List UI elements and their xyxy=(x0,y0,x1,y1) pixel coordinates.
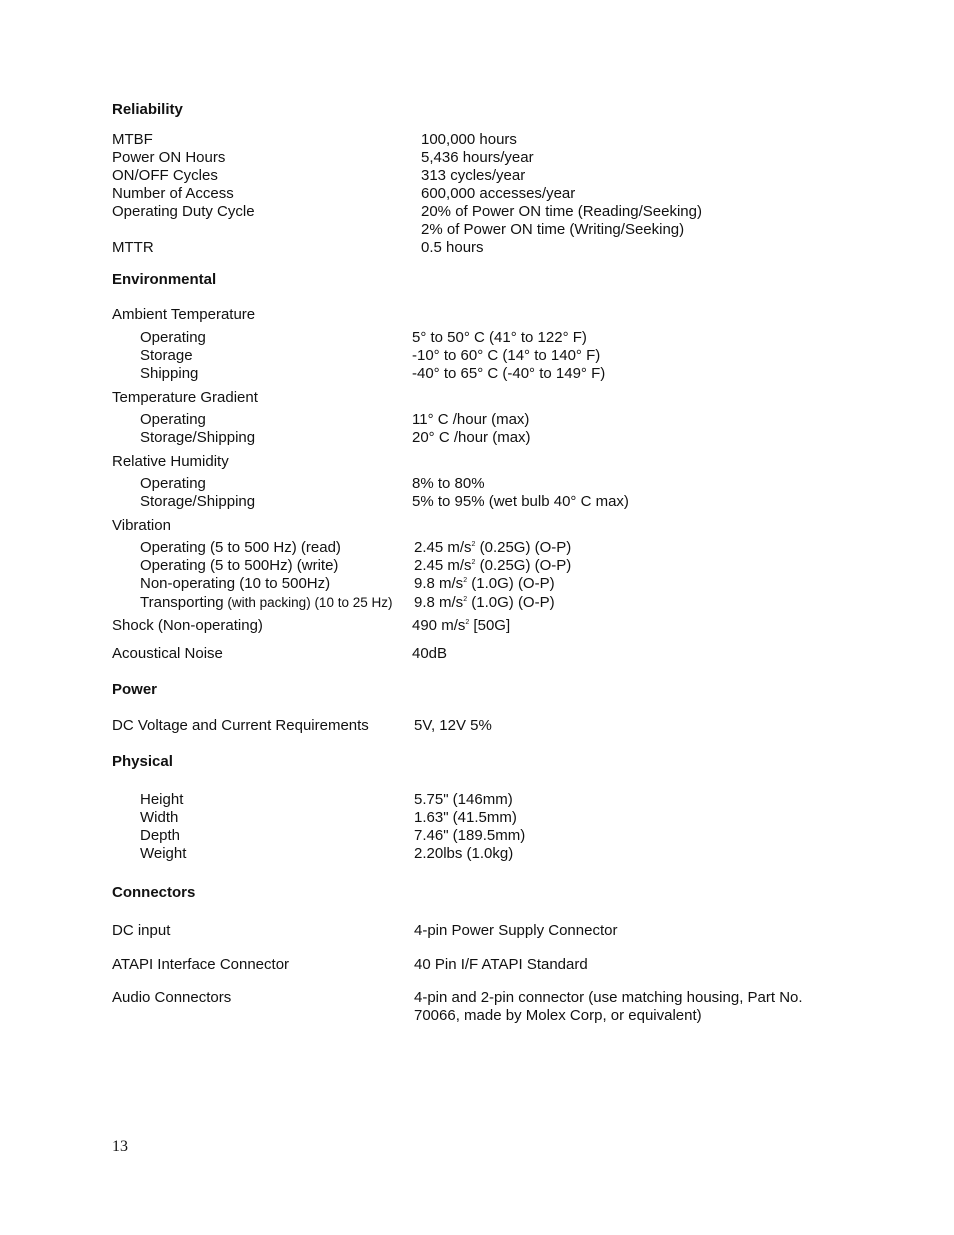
dc-voltage-value: 5V, 12V 5% xyxy=(414,717,492,734)
vibration-label: Vibration xyxy=(112,517,171,534)
audio-connectors-value-line2: 70066, made by Molex Corp, or equivalent) xyxy=(414,1007,702,1024)
depth-value: 7.46" (189.5mm) xyxy=(414,827,526,844)
vibration-transport-label: Transporting (with packing) (10 to 25 Hz) xyxy=(140,594,393,611)
atapi-connector-label: ATAPI Interface Connector xyxy=(112,956,290,973)
gradient-operating-value: 11° C /hour (max) xyxy=(412,411,530,428)
vibration-nonop-value: 9.8 $m/s^2$ (1.0G) (O-P) xyxy=(414,575,555,592)
gradient-storage-label: Storage/Shipping xyxy=(140,429,256,446)
environmental-heading: Environmental xyxy=(112,271,217,288)
dc-voltage-label: DC Voltage and Current Requirements xyxy=(112,717,369,734)
physical-heading: Physical xyxy=(112,753,173,770)
ambient-temperature-label: Ambient Temperature xyxy=(112,306,256,323)
temperature-gradient-label: Temperature Gradient xyxy=(112,389,258,406)
dc-input-value: 4-pin Power Supply Connector xyxy=(414,922,618,939)
vibration-nonop-label: Non-operating (10 to 500Hz) xyxy=(140,575,331,592)
ambient-storage-label: Storage xyxy=(140,347,193,364)
reliability-heading: Reliability xyxy=(112,101,183,118)
power-on-hours-value: 5,436 hours/year xyxy=(421,149,534,166)
width-value: 1.63" (41.5mm) xyxy=(414,809,517,826)
vibration-read-label: Operating (5 to 500 Hz) (read) xyxy=(140,539,341,556)
dc-input-label: DC input xyxy=(112,922,171,939)
humidity-storage-label: Storage/Shipping xyxy=(140,493,256,510)
gradient-storage-value: 20° C /hour (max) xyxy=(412,429,531,446)
humidity-operating-label: Operating xyxy=(140,475,206,492)
ambient-operating-label: Operating xyxy=(140,329,206,346)
vibration-transport-value: 9.8 $m/s^2$ (1.0G) (O-P) xyxy=(414,594,555,611)
humidity-operating-value: 8% to 80% xyxy=(412,475,485,492)
width-label: Width xyxy=(140,809,179,826)
vibration-write-label: Operating (5 to 500Hz) (write) xyxy=(140,557,339,574)
audio-connectors-label: Audio Connectors xyxy=(112,989,232,1006)
gradient-operating-label: Operating xyxy=(140,411,206,428)
duty-cycle-value-writing: 2% of Power ON time (Writing/Seeking) xyxy=(421,221,685,238)
duty-cycle-value-reading: 20% of Power ON time (Reading/Seeking) xyxy=(421,203,702,220)
mtbf-value: 100,000 hours xyxy=(421,131,517,148)
depth-label: Depth xyxy=(140,827,181,844)
mtbf-label: MTBF xyxy=(112,131,153,148)
ambient-storage-value: -10° to 60° C (14° to 140° F) xyxy=(412,347,601,364)
page-number: 13 xyxy=(112,1138,128,1155)
weight-value: 2.20lbs (1.0kg) xyxy=(414,845,514,862)
audio-connectors-value-line1: 4-pin and 2-pin connector (use matching housing, Part No. xyxy=(414,989,803,1006)
connectors-heading: Connectors xyxy=(112,884,196,901)
relative-humidity-label: Relative Humidity xyxy=(112,453,229,470)
mttr-value: 0.5 hours xyxy=(421,239,484,256)
vibration-write-value: 2.45 $m/s^2$ (0.25G) (O-P) xyxy=(414,557,572,574)
ambient-operating-value: 5° to 50° C (41° to 122° F) xyxy=(412,329,587,346)
height-value: 5.75" (146mm) xyxy=(414,791,513,808)
ambient-shipping-label: Shipping xyxy=(140,365,199,382)
vibration-read-value: 2.45 $m/s^2$ (0.25G) (O-P) xyxy=(414,539,572,556)
number-of-access-value: 600,000 accesses/year xyxy=(421,185,576,202)
humidity-storage-value: 5% to 95% (wet bulb 40° C max) xyxy=(412,493,629,510)
shock-value: 490 $m/s^2$ [50G] xyxy=(412,617,511,634)
duty-cycle-label: Operating Duty Cycle xyxy=(112,203,255,220)
ambient-shipping-value: -40° to 65° C (-40° to 149° F) xyxy=(412,365,606,382)
acoustical-noise-label: Acoustical Noise xyxy=(112,645,223,662)
mttr-label: MTTR xyxy=(112,239,154,256)
acoustical-noise-value: 40dB xyxy=(412,645,448,662)
on-off-cycles-label: ON/OFF Cycles xyxy=(112,167,218,184)
number-of-access-label: Number of Access xyxy=(112,185,234,202)
height-label: Height xyxy=(140,791,184,808)
atapi-connector-value: 40 Pin I/F ATAPI Standard xyxy=(414,956,588,973)
power-heading: Power xyxy=(112,681,158,698)
on-off-cycles-value: 313 cycles/year xyxy=(421,167,526,184)
power-on-hours-label: Power ON Hours xyxy=(112,149,226,166)
shock-label: Shock (Non-operating) xyxy=(112,617,263,634)
weight-label: Weight xyxy=(140,845,187,862)
